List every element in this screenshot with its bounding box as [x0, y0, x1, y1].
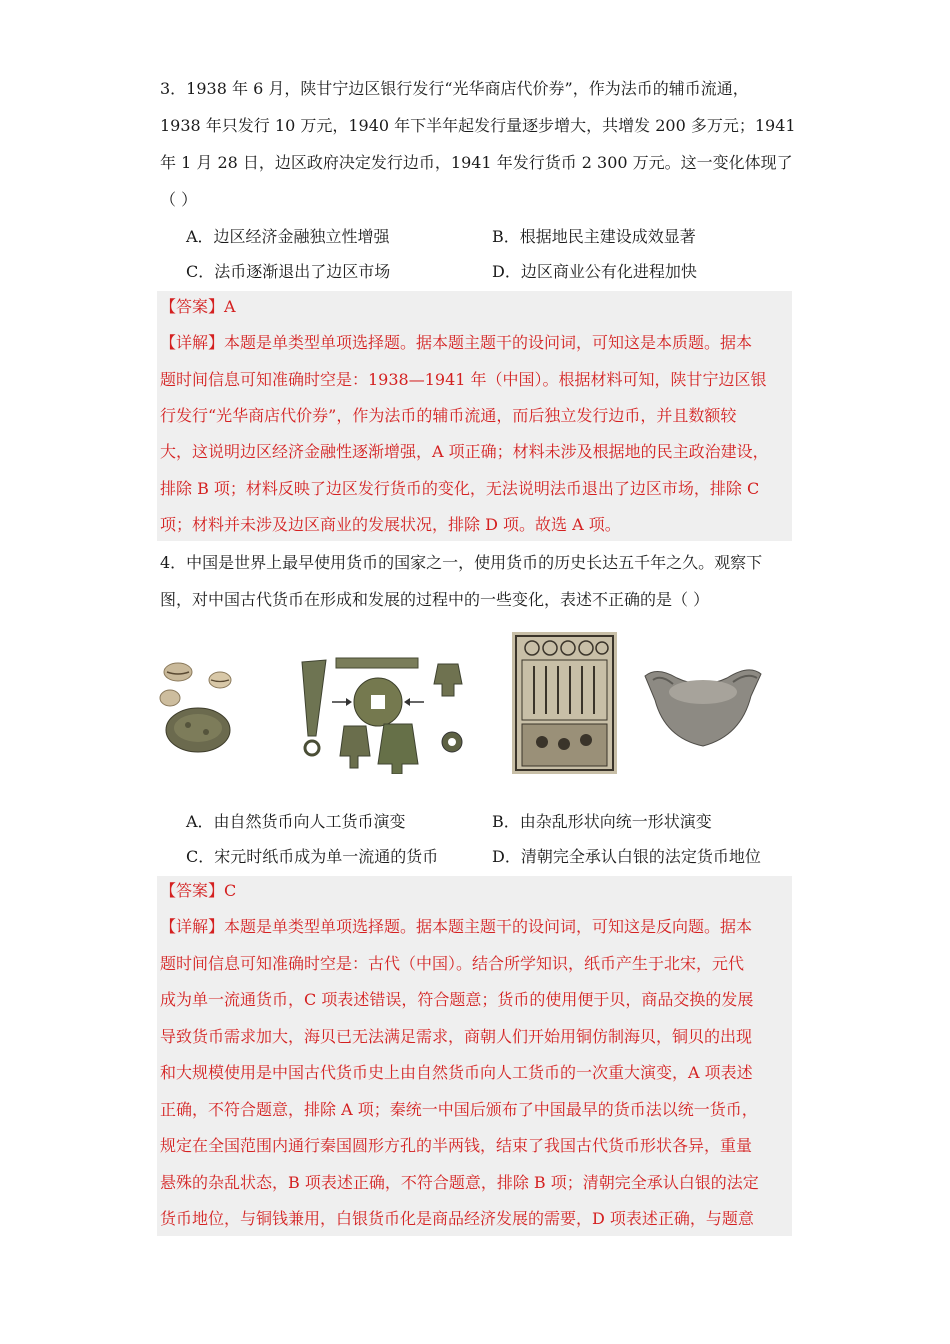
shell-money-image: [158, 660, 240, 756]
q3-stem-line-4: （ ）: [160, 190, 198, 209]
q4-explain-line-8: 悬殊的杂乱状态，B 项表述正确，不符合题意，排除 B 项；清朝完全承认白银的法定: [160, 1173, 759, 1192]
q3-option-a: A．边区经济金融独立性增强: [186, 227, 390, 246]
q3-stem-line-1: 3．1938 年 6 月，陕甘宁边区银行发行“光华商店代价券”，作为法币的辅币流通，: [160, 79, 749, 98]
q4-explain-line-3: 成为单一流通货币，C 项表述错误，符合题意；货币的使用便于贝，商品交换的发展: [160, 990, 754, 1009]
q4-explain-line-9: 货币地位，与铜钱兼用，白银货币化是商品经济发展的需要，D 项表述正确，与题意: [160, 1209, 754, 1228]
q4-explain-line-1: 【详解】本题是单类型单项选择题。据本题主题干的设问词，可知这是反向题。据本: [160, 917, 753, 936]
q4-explain-line-6: 正确，不符合题意，排除 A 项；秦统一中国后颁布了中国最早的货币法以统一货币，: [160, 1100, 758, 1119]
silver-ingot-image: [637, 656, 767, 756]
q4-option-b: B．由杂乱形状向统一形状演变: [492, 812, 712, 831]
q4-explain-line-4: 导致货币需求加大，海贝已无法满足需求，商朝人们开始用铜仿制海贝，铜贝的出现: [160, 1027, 753, 1046]
q3-option-c: C．法币逐渐退出了边区市场: [186, 262, 391, 281]
bronze-coins-image: [292, 656, 472, 774]
q4-explain-line-7: 规定在全国范围内通行秦国圆形方孔的半两钱，结束了我国古代货币形状各异，重量: [160, 1136, 753, 1155]
q3-explain-line-4: 大，这说明边区经济金融性逐渐增强，A 项正确；材料未涉及根据地的民主政治建设，: [160, 442, 769, 461]
q4-explain-line-5: 和大规模使用是中国古代货币史上由自然货币向人工货币的一次重大演变，A 项表述: [160, 1063, 753, 1082]
q4-option-c: C．宋元时纸币成为单一流通的货币: [186, 847, 439, 866]
q4-stem-line-2: 图，对中国古代货币在形成和发展的过程中的一些变化，表述不正确的是（ ）: [160, 590, 710, 609]
q4-option-d: D．清朝完全承认白银的法定货币地位: [492, 847, 761, 866]
q3-explain-line-1: 【详解】本题是单类型单项选择题。据本题主题干的设问词，可知这是本质题。据本: [160, 333, 753, 352]
q3-explain-line-2: 题时间信息可知准确时空是：1938—1941 年（中国）。根据材料可知，陕甘宁边区银: [160, 370, 767, 389]
q4-explain-line-2: 题时间信息可知准确时空是：古代（中国）。结合所学知识，纸币产生于北宋，元代: [160, 954, 745, 973]
q4-option-a: A．由自然货币向人工货币演变: [186, 812, 406, 831]
q3-stem-line-2: 1938 年只发行 10 万元，1940 年下半年起发行量逐步增大，共增发 200 多万元；1941: [160, 116, 796, 135]
q3-stem-line-3: 年 1 月 28 日，边区政府决定发行边币，1941 年发行货币 2 300 万元。这一变化体现了: [160, 153, 793, 172]
q3-explain-line-3: 行发行“光华商店代价券”，作为法币的辅币流通，而后独立发行边币，并且数额较: [160, 406, 737, 425]
q4-stem-line-1: 4．中国是世界上最早使用货币的国家之一，使用货币的历史长达五千年之久。观察下: [160, 553, 763, 572]
q4-answer: 【答案】C: [160, 881, 237, 900]
q3-answer: 【答案】A: [160, 297, 236, 316]
paper-money-image: [512, 632, 617, 774]
q3-explain-line-6: 项；材料并未涉及边区商业的发展状况，排除 D 项。故选 A 项。: [160, 515, 621, 534]
q3-option-b: B．根据地民主建设成效显著: [492, 227, 696, 246]
q3-option-d: D．边区商业公有化进程加快: [492, 262, 697, 281]
q3-explain-line-5: 排除 B 项；材料反映了边区发行货币的变化，无法说明法币退出了边区市场，排除 C: [160, 479, 760, 498]
